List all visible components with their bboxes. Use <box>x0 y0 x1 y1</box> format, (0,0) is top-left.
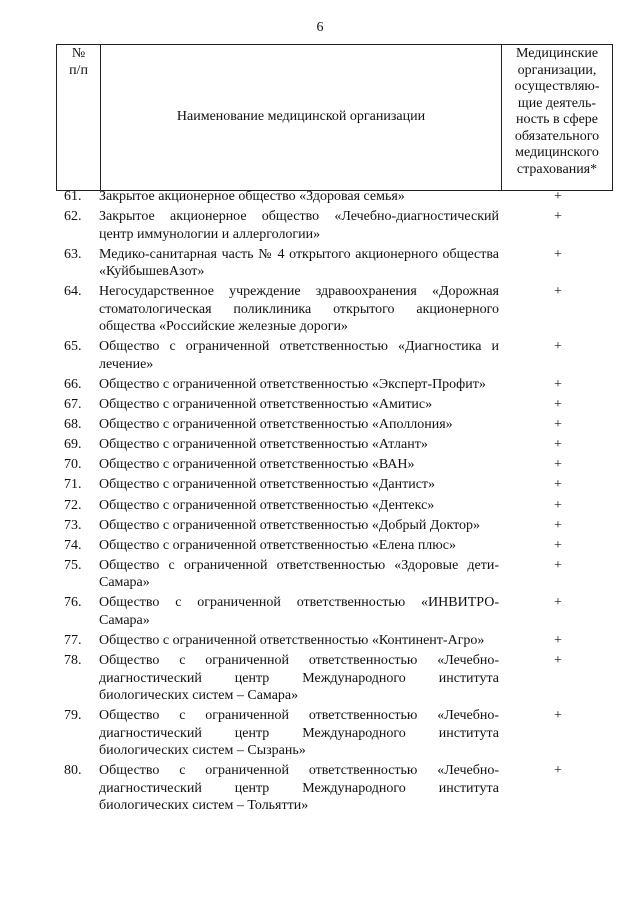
row-number: 69. <box>64 437 82 453</box>
table-row <box>56 416 613 434</box>
table-row <box>56 338 613 373</box>
organization-name: Общество с ограниченной ответственностью «Здоровые дети-Самара» <box>99 557 499 591</box>
oms-mark: + <box>554 595 562 611</box>
table-row <box>56 707 613 760</box>
page-number: 6 <box>316 20 324 35</box>
organization-name: Общество с ограниченной ответственностью «Амитис» <box>99 397 433 413</box>
oms-mark: + <box>554 209 562 225</box>
row-number: 63. <box>64 246 82 262</box>
organization-name: Общество с ограниченной ответственностью «Дентекс» <box>99 497 435 513</box>
row-number: 65. <box>64 339 82 355</box>
table-row <box>56 762 613 815</box>
oms-mark: + <box>554 457 562 473</box>
organization-name: Общество с ограниченной ответственностью «Аполлония» <box>99 417 453 433</box>
oms-mark: + <box>554 557 562 573</box>
organization-name: Закрытое акционерное общество «Лечебно-диагностический центр иммунологии и аллергологии» <box>99 209 499 242</box>
table-row <box>56 557 613 592</box>
oms-mark: + <box>554 437 562 453</box>
row-number: 71. <box>64 477 82 493</box>
table-row <box>56 246 613 281</box>
column-header-number <box>57 45 101 191</box>
oms-mark: + <box>554 497 562 513</box>
table-row <box>56 283 613 336</box>
organization-name: Закрытое акционерное общество «Здоровая семья» <box>99 189 405 204</box>
table-row <box>56 188 613 206</box>
table-row <box>56 537 613 555</box>
row-number: 80. <box>64 763 82 779</box>
organization-name: Общество с ограниченной ответственностью «Эксперт-Профит» <box>99 376 486 392</box>
oms-mark: + <box>554 477 562 493</box>
organization-name: Общество с ограниченной ответственностью «ВАН» <box>99 457 415 473</box>
oms-mark: + <box>554 763 562 779</box>
table-row <box>56 632 613 650</box>
row-number: 67. <box>64 397 82 413</box>
oms-mark: + <box>554 246 562 262</box>
oms-mark: + <box>554 417 562 433</box>
column-header-name-label: Наименование медицинской организации <box>176 109 426 125</box>
organization-name: Общество с ограниченной ответственностью «Диагностика и лечение» <box>99 339 499 372</box>
table-row <box>56 396 613 414</box>
table-row <box>56 517 613 535</box>
oms-mark: + <box>554 376 562 392</box>
row-number: 73. <box>64 517 82 533</box>
oms-mark: + <box>554 708 562 724</box>
row-number: 78. <box>64 653 82 669</box>
table-row <box>56 376 613 394</box>
table-row <box>56 436 613 454</box>
table-header <box>56 44 613 191</box>
organization-list <box>56 188 613 817</box>
oms-mark: + <box>554 189 562 204</box>
organization-name: Общество с ограниченной ответственностью «Лечебно-диагностический центр Международного института биологических систем – Тольятти» <box>99 763 499 814</box>
row-number: 74. <box>64 537 82 553</box>
organization-name: Медико-санитарная часть № 4 открытого акционерного общества «КуйбышевАзот» <box>99 246 499 280</box>
oms-mark: + <box>554 284 562 300</box>
table-row <box>56 208 613 243</box>
table-row <box>56 456 613 474</box>
organization-name: Общество с ограниченной ответственностью «ИНВИТРО-Самара» <box>99 595 499 628</box>
oms-mark: + <box>554 537 562 553</box>
oms-mark: + <box>554 339 562 355</box>
organization-name: Общество с ограниченной ответственностью «Атлант» <box>99 437 428 453</box>
row-number: 75. <box>64 557 82 573</box>
row-number: 72. <box>64 497 82 513</box>
table-row <box>56 497 613 515</box>
organization-name: Общество с ограниченной ответственностью «Добрый Доктор» <box>99 517 481 533</box>
organization-name: Общество с ограниченной ответственностью «Дантист» <box>99 477 436 493</box>
row-number: 64. <box>64 284 82 300</box>
row-number: 66. <box>64 376 82 392</box>
table-row <box>56 652 613 705</box>
oms-mark: + <box>554 653 562 669</box>
row-number: 77. <box>64 633 82 648</box>
oms-mark: + <box>554 517 562 533</box>
column-header-name <box>101 45 502 191</box>
organization-name: Общество с ограниченной ответственностью «Лечебно-диагностический центр Международного института биологических систем – Сызрань» <box>99 708 499 759</box>
column-header-oms <box>502 45 613 191</box>
column-header-oms-label: Медицинские организации, осуществляю- щие деятель- ность в сфере обязательного медицинского страхования* <box>514 46 600 177</box>
row-number: 79. <box>64 708 82 724</box>
row-number: 68. <box>64 417 82 433</box>
row-number: 76. <box>64 595 82 611</box>
oms-mark: + <box>554 633 562 648</box>
organization-name: Общество с ограниченной ответственностью «Лечебно-диагностический центр Международного института биологических систем – Самара» <box>99 653 499 704</box>
table-row <box>56 476 613 494</box>
row-number: 61. <box>64 189 82 204</box>
organization-name: Общество с ограниченной ответственностью «Континент-Агро» <box>99 633 485 648</box>
organization-name: Негосударственное учреждение здравоохранения «Дорожная стоматологическая поликлиника открытого акционерного общества «Российские железные дороги» <box>99 284 499 335</box>
organization-name: Общество с ограниченной ответственностью «Елена плюс» <box>99 537 456 553</box>
column-header-number-label: № п/п <box>69 46 88 78</box>
row-number: 62. <box>64 209 82 225</box>
oms-mark: + <box>554 397 562 413</box>
row-number: 70. <box>64 457 82 473</box>
table-row <box>56 594 613 629</box>
